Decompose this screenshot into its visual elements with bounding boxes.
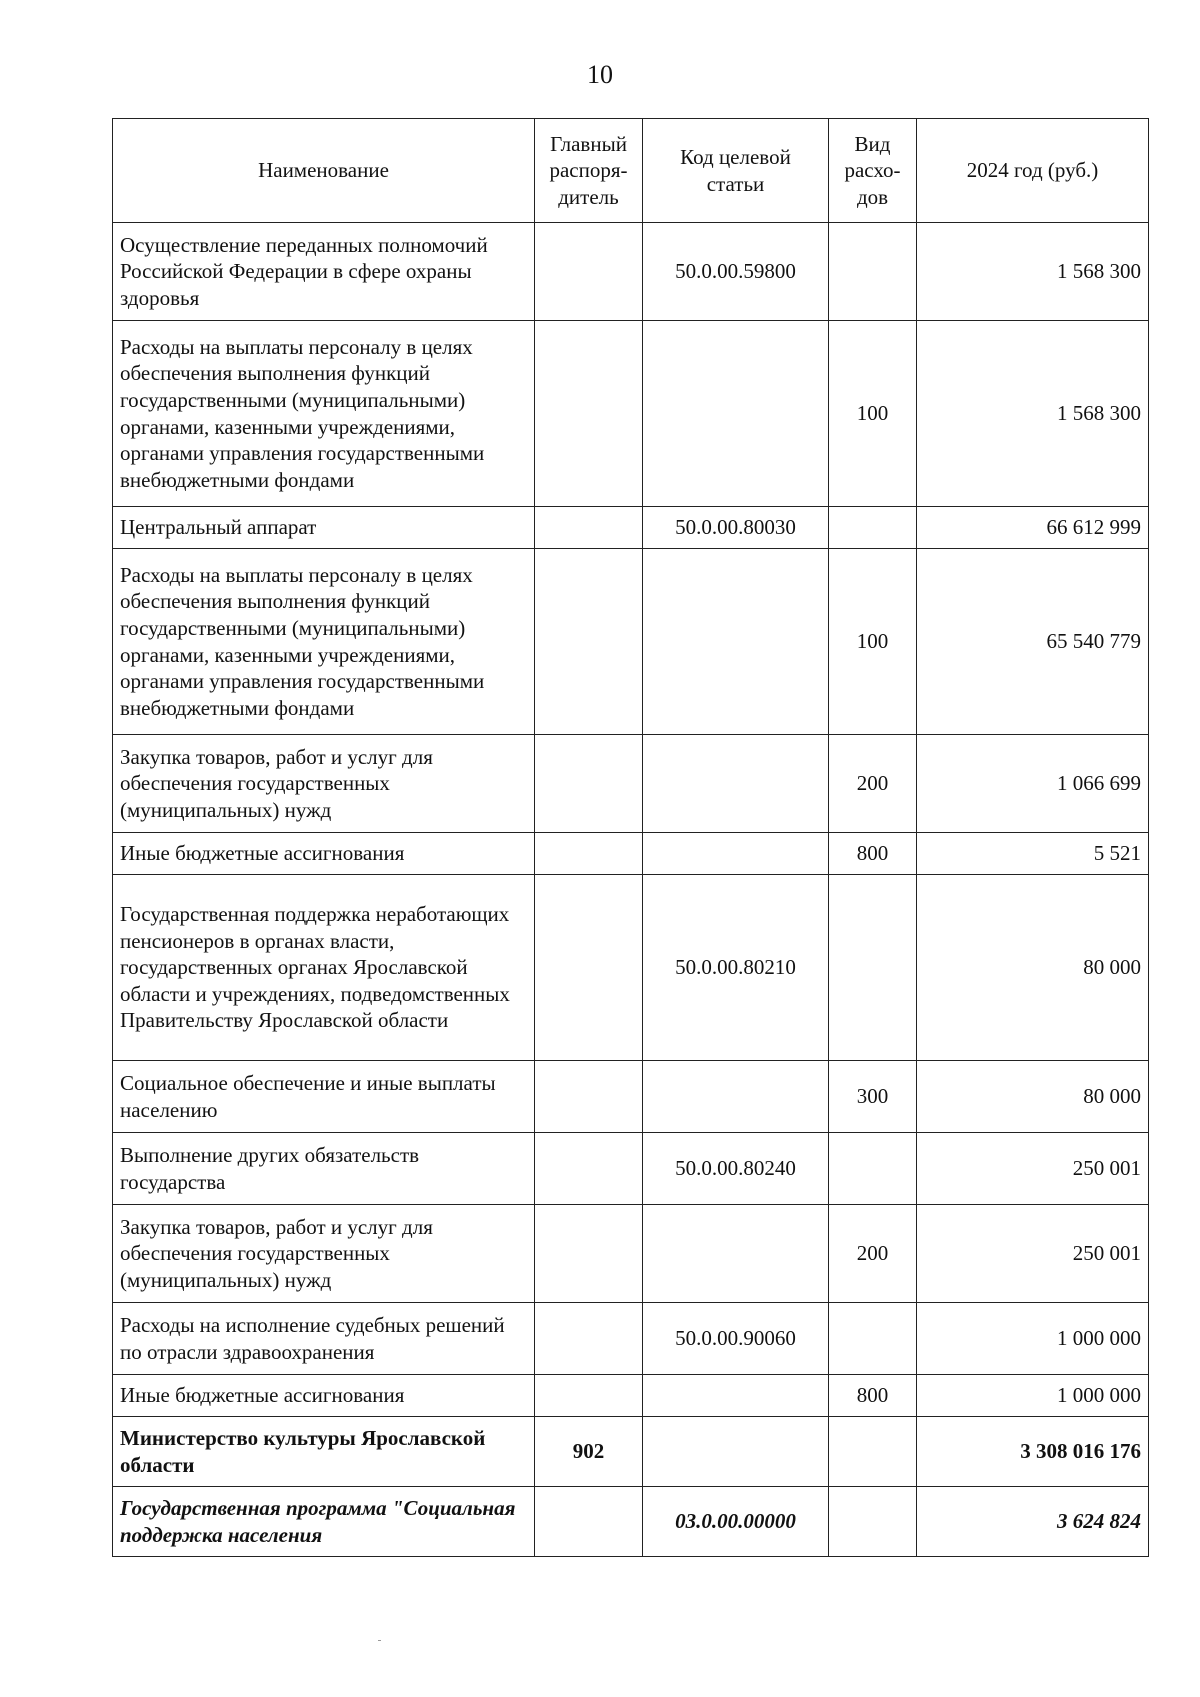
header-grs: Главный распоря-дитель bbox=[535, 119, 643, 223]
cell-code bbox=[643, 549, 829, 735]
table-row bbox=[113, 507, 1149, 549]
cell-grs bbox=[535, 1303, 643, 1375]
table-row bbox=[113, 549, 1149, 735]
cell-sum: 65 540 779 bbox=[917, 549, 1149, 735]
cell-grs bbox=[535, 321, 643, 507]
cell-grs bbox=[535, 875, 643, 1061]
cell-code bbox=[643, 321, 829, 507]
table-row bbox=[113, 1487, 1149, 1557]
cell-code: 50.0.00.59800 bbox=[643, 223, 829, 321]
cell-name: Центральный аппарат bbox=[113, 507, 535, 549]
cell-name: Осуществление переданных полномочий Российской Федерации в сфере охраны здоровья bbox=[113, 223, 535, 321]
cell-grs bbox=[535, 507, 643, 549]
cell-name: Министерство культуры Ярославской области bbox=[113, 1417, 535, 1487]
cell-sum: 250 001 bbox=[917, 1205, 1149, 1303]
table-row bbox=[113, 1303, 1149, 1375]
cell-sum: 1 568 300 bbox=[917, 321, 1149, 507]
cell-sum: 3 308 016 176 bbox=[917, 1417, 1149, 1487]
cell-code bbox=[643, 735, 829, 833]
cell-code bbox=[643, 833, 829, 875]
cell-vid: 100 bbox=[829, 549, 917, 735]
header-vid: Вид расхо-дов bbox=[829, 119, 917, 223]
cell-sum: 1 000 000 bbox=[917, 1375, 1149, 1417]
cell-grs bbox=[535, 1487, 643, 1557]
cell-name: Иные бюджетные ассигнования bbox=[113, 833, 535, 875]
cell-code: 50.0.00.80210 bbox=[643, 875, 829, 1061]
cell-grs bbox=[535, 833, 643, 875]
table-row bbox=[113, 1375, 1149, 1417]
cell-sum: 3 624 824 bbox=[917, 1487, 1149, 1557]
cell-sum: 5 521 bbox=[917, 833, 1149, 875]
cell-vid bbox=[829, 1417, 917, 1487]
cell-name: Государственная программа "Социальная поддержка населения bbox=[113, 1487, 535, 1557]
cell-name: Расходы на выплаты персоналу в целях обеспечения выполнения функций государственными (муниципальными) органами, казенными учреждениями, органами управления государственными внебюджетными фондами bbox=[113, 549, 535, 735]
table-row bbox=[113, 1417, 1149, 1487]
cell-name: Расходы на выплаты персоналу в целях обеспечения выполнения функций государственными (муниципальными) органами, казенными учреждениями, органами управления государственными внебюджетными фондами bbox=[113, 321, 535, 507]
cell-name: Социальное обеспечение и иные выплаты населению bbox=[113, 1061, 535, 1133]
cell-name: Выполнение других обязательств государства bbox=[113, 1133, 535, 1205]
cell-name: Иные бюджетные ассигнования bbox=[113, 1375, 535, 1417]
cell-vid: 300 bbox=[829, 1061, 917, 1133]
cell-name: Закупка товаров, работ и услуг для обеспечения государственных (муниципальных) нужд bbox=[113, 735, 535, 833]
cell-name: Закупка товаров, работ и услуг для обеспечения государственных (муниципальных) нужд bbox=[113, 1205, 535, 1303]
cell-grs: 902 bbox=[535, 1417, 643, 1487]
cell-vid: 100 bbox=[829, 321, 917, 507]
cell-name: Государственная поддержка неработающих пенсионеров в органах власти, государственных органах Ярославской области и учреждениях, подведомственных Правительству Ярославской области bbox=[113, 875, 535, 1061]
cell-grs bbox=[535, 223, 643, 321]
table-row bbox=[113, 1061, 1149, 1133]
scan-artifact bbox=[378, 1640, 381, 1641]
table-body bbox=[113, 223, 1149, 1557]
header-sum: 2024 год (руб.) bbox=[917, 119, 1149, 223]
cell-grs bbox=[535, 1205, 643, 1303]
cell-sum: 250 001 bbox=[917, 1133, 1149, 1205]
cell-code bbox=[643, 1205, 829, 1303]
table-header-row bbox=[113, 119, 1149, 223]
cell-code: 50.0.00.80240 bbox=[643, 1133, 829, 1205]
cell-code bbox=[643, 1417, 829, 1487]
table-row bbox=[113, 1133, 1149, 1205]
cell-grs bbox=[535, 1375, 643, 1417]
table-row bbox=[113, 833, 1149, 875]
cell-grs bbox=[535, 735, 643, 833]
header-code: Код целевой статьи bbox=[643, 119, 829, 223]
cell-grs bbox=[535, 549, 643, 735]
table-row bbox=[113, 1205, 1149, 1303]
cell-vid bbox=[829, 875, 917, 1061]
cell-sum: 80 000 bbox=[917, 1061, 1149, 1133]
cell-sum: 80 000 bbox=[917, 875, 1149, 1061]
cell-code: 03.0.00.00000 bbox=[643, 1487, 829, 1557]
cell-vid: 800 bbox=[829, 833, 917, 875]
cell-name: Расходы на исполнение судебных решений по отрасли здравоохранения bbox=[113, 1303, 535, 1375]
header-name: Наименование bbox=[113, 119, 535, 223]
cell-sum: 1 066 699 bbox=[917, 735, 1149, 833]
cell-vid bbox=[829, 1303, 917, 1375]
cell-vid: 200 bbox=[829, 1205, 917, 1303]
table-row bbox=[113, 321, 1149, 507]
cell-code: 50.0.00.80030 bbox=[643, 507, 829, 549]
budget-table bbox=[112, 118, 1149, 1557]
table-row bbox=[113, 735, 1149, 833]
cell-vid bbox=[829, 1487, 917, 1557]
page-number: 10 bbox=[587, 60, 613, 89]
table-row bbox=[113, 875, 1149, 1061]
cell-sum: 1 568 300 bbox=[917, 223, 1149, 321]
cell-sum: 1 000 000 bbox=[917, 1303, 1149, 1375]
cell-vid: 800 bbox=[829, 1375, 917, 1417]
cell-grs bbox=[535, 1061, 643, 1133]
cell-code bbox=[643, 1375, 829, 1417]
cell-vid: 200 bbox=[829, 735, 917, 833]
cell-grs bbox=[535, 1133, 643, 1205]
cell-vid bbox=[829, 1133, 917, 1205]
cell-vid bbox=[829, 507, 917, 549]
table-row bbox=[113, 223, 1149, 321]
cell-code: 50.0.00.90060 bbox=[643, 1303, 829, 1375]
cell-vid bbox=[829, 223, 917, 321]
cell-sum: 66 612 999 bbox=[917, 507, 1149, 549]
cell-code bbox=[643, 1061, 829, 1133]
